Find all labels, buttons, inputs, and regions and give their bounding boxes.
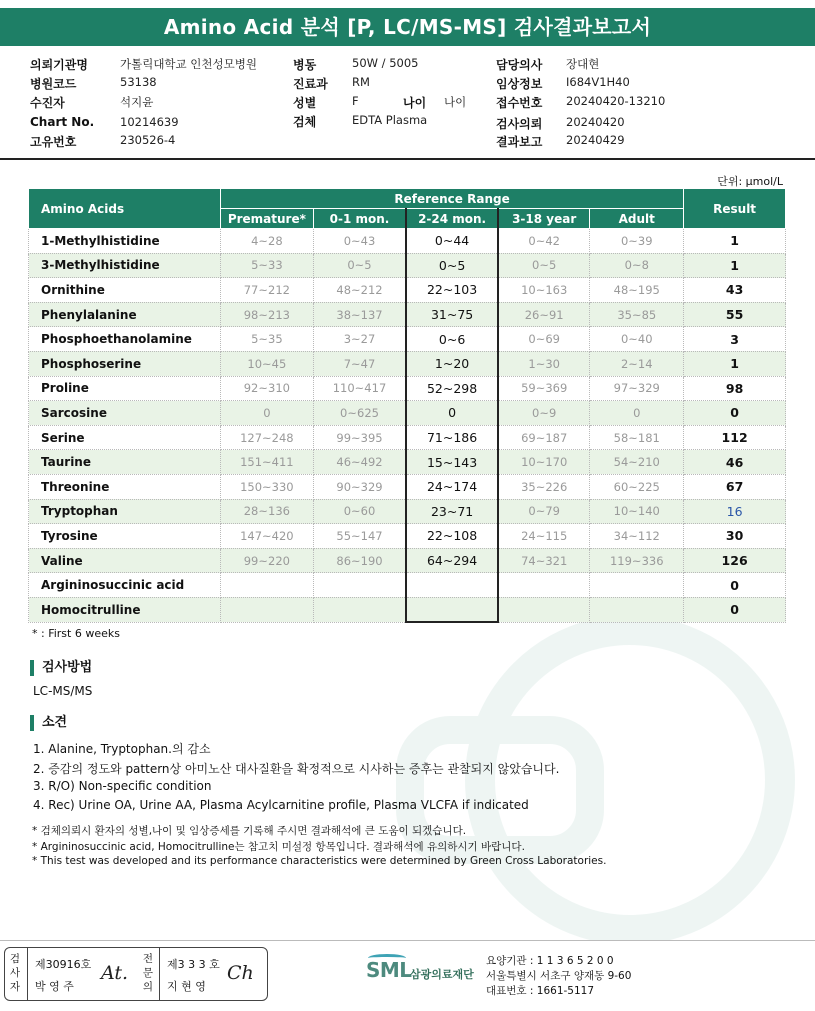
chart-no-label: Chart No.: [30, 115, 95, 129]
table-row: [29, 425, 786, 450]
amino-acid-name: Phenylalanine: [29, 302, 221, 327]
adult-range: 60~225: [590, 474, 684, 499]
range-2-24-mon: 23~71: [406, 499, 498, 524]
report-value: 20240429: [566, 133, 625, 147]
adult-range: 54~210: [590, 450, 684, 475]
premature-range: 99~220: [220, 548, 313, 573]
range-0-1-mon: 0~60: [313, 499, 406, 524]
range-3-18-year: 69~187: [498, 425, 590, 450]
result-value: 3: [684, 327, 786, 352]
doctor-label: 담당의사: [496, 58, 543, 72]
adult-range: 0~39: [590, 229, 684, 254]
amino-acid-table: [28, 188, 786, 623]
premature-range: 98~213: [220, 302, 313, 327]
range-3-18-year: 0~9: [498, 401, 590, 426]
table-row: [29, 327, 786, 352]
table-row: [29, 401, 786, 426]
range-3-18-year: 0~5: [498, 253, 590, 278]
table-footnote: * : First 6 weeks: [32, 627, 120, 640]
range-3-18-year: 0~42: [498, 229, 590, 254]
range-0-1-mon: 46~492: [313, 450, 406, 475]
table-row: [29, 351, 786, 376]
range-2-24-mon: 22~108: [406, 524, 498, 549]
examinee-value: 석지윤: [120, 95, 154, 109]
table-row: [29, 229, 786, 254]
table-row: [29, 302, 786, 327]
footer-divider: [0, 940, 815, 941]
range-0-1-mon: 0~5: [313, 253, 406, 278]
divider: [27, 948, 28, 1000]
range-3-18-year: 0~79: [498, 499, 590, 524]
result-value: 55: [684, 302, 786, 327]
premature-range: 28~136: [220, 499, 313, 524]
col-0-1-mon: 0-1 mon.: [313, 209, 406, 229]
result-value: 67: [684, 474, 786, 499]
adult-range: 48~195: [590, 278, 684, 303]
note-line: * This test was developed and its performance characteristics were determined by Green Cross Laboratories.: [32, 855, 607, 867]
lab-logo: [366, 954, 478, 992]
age-label: 나이: [403, 96, 427, 110]
col-adult: Adult: [590, 209, 684, 229]
adult-range: 58~181: [590, 425, 684, 450]
range-2-24-mon: 0: [406, 401, 498, 426]
hospital-code-label: 병원코드: [30, 77, 77, 91]
amino-acid-name: Tryptophan: [29, 499, 221, 524]
adult-range: [590, 597, 684, 622]
range-2-24-mon: [406, 573, 498, 598]
adult-range: 0~40: [590, 327, 684, 352]
result-value: 98: [684, 376, 786, 401]
premature-range: 10~45: [220, 351, 313, 376]
range-2-24-mon: 1~20: [406, 351, 498, 376]
premature-range: 5~33: [220, 253, 313, 278]
col-premature: Premature*: [220, 209, 313, 229]
range-0-1-mon: 7~47: [313, 351, 406, 376]
ward-value: 50W / 5005: [352, 56, 419, 70]
result-value: 30: [684, 524, 786, 549]
range-0-1-mon: 110~417: [313, 376, 406, 401]
adult-range: 97~329: [590, 376, 684, 401]
premature-range: 92~310: [220, 376, 313, 401]
ward-label: 병동: [293, 58, 317, 72]
amino-acid-name: Taurine: [29, 450, 221, 475]
premature-range: 5~35: [220, 327, 313, 352]
range-3-18-year: 74~321: [498, 548, 590, 573]
range-0-1-mon: 3~27: [313, 327, 406, 352]
amino-acid-name: 3-Methylhistidine: [29, 253, 221, 278]
specialist-label: 전문의: [142, 953, 154, 993]
receipt-label: 접수번호: [496, 96, 543, 110]
method-heading: 검사방법: [30, 660, 92, 676]
range-2-24-mon: 52~298: [406, 376, 498, 401]
table-row: [29, 548, 786, 573]
premature-range: [220, 573, 313, 598]
finding-item: 3. R/O) Non-specific condition: [33, 779, 212, 793]
table-row: [29, 253, 786, 278]
premature-range: 77~212: [220, 278, 313, 303]
range-0-1-mon: 86~190: [313, 548, 406, 573]
range-0-1-mon: 55~147: [313, 524, 406, 549]
hospital-value: 가톨릭대학교 인천성모병원: [120, 57, 257, 71]
range-2-24-mon: 24~174: [406, 474, 498, 499]
range-3-18-year: 10~170: [498, 450, 590, 475]
range-2-24-mon: [406, 597, 498, 622]
amino-acid-name: Ornithine: [29, 278, 221, 303]
result-value: 1: [684, 351, 786, 376]
adult-range: 34~112: [590, 524, 684, 549]
adult-range: 0~8: [590, 253, 684, 278]
amino-acid-name: 1-Methylhistidine: [29, 229, 221, 254]
result-value: 0: [684, 573, 786, 598]
hospital-label: 의뢰기관명: [30, 58, 88, 72]
amino-acid-name: Sarcosine: [29, 401, 221, 426]
range-3-18-year: 10~163: [498, 278, 590, 303]
table-row: [29, 573, 786, 598]
lab-org-name: 삼광의료재단: [410, 968, 474, 981]
premature-range: 127~248: [220, 425, 313, 450]
range-0-1-mon: 99~395: [313, 425, 406, 450]
range-3-18-year: 1~30: [498, 351, 590, 376]
amino-acid-name: Proline: [29, 376, 221, 401]
range-0-1-mon: 0~625: [313, 401, 406, 426]
range-0-1-mon: 38~137: [313, 302, 406, 327]
note-line: * Argininosuccinic acid, Homocitrulline는 참고치 미설정 항목입니다. 결과해석에 유의하시기 바랍니다.: [32, 841, 525, 853]
logo-text: SML: [366, 958, 412, 982]
finding-item: 2. 증감의 정도와 pattern상 아미노산 대사질환을 확정적으로 시사하는 증후는 관찰되지 않았습니다.: [33, 762, 560, 776]
range-3-18-year: [498, 573, 590, 598]
premature-range: [220, 597, 313, 622]
result-value: 112: [684, 425, 786, 450]
table-row: [29, 597, 786, 622]
clinical-label: 임상정보: [496, 77, 543, 91]
amino-acid-name: Argininosuccinic acid: [29, 573, 221, 598]
lab-info: [486, 954, 631, 999]
adult-range: 10~140: [590, 499, 684, 524]
department-value: RM: [352, 75, 370, 89]
range-2-24-mon: 0~5: [406, 253, 498, 278]
range-3-18-year: 24~115: [498, 524, 590, 549]
note-line: * 검체의뢰시 환자의 성별,나이 및 임상증세를 기록해 주시면 결과해석에 큰 도움이 되겠습니다.: [32, 825, 467, 837]
table-row: [29, 499, 786, 524]
range-3-18-year: 26~91: [498, 302, 590, 327]
result-value: 0: [684, 597, 786, 622]
range-0-1-mon: 90~329: [313, 474, 406, 499]
range-2-24-mon: 71~186: [406, 425, 498, 450]
finding-item: 4. Rec) Urine OA, Urine AA, Plasma Acylcarnitine profile, Plasma VLCFA if indicated: [33, 798, 529, 812]
table-row: [29, 278, 786, 303]
lab-address: 서울특별시 서초구 양재동 9-60: [486, 970, 632, 982]
finding-item: 1. Alanine, Tryptophan.의 감소: [33, 742, 211, 756]
range-3-18-year: 0~69: [498, 327, 590, 352]
request-label: 검사의뢰: [496, 117, 543, 131]
range-0-1-mon: [313, 597, 406, 622]
chart-no-value: 10214639: [120, 115, 179, 129]
hospital-code-value: 53138: [120, 75, 157, 89]
adult-range: 2~14: [590, 351, 684, 376]
table-row: [29, 376, 786, 401]
clinical-value: I684V1H40: [566, 75, 630, 89]
specialist-no: 제3 3 3 호: [167, 958, 220, 971]
request-value: 20240420: [566, 115, 625, 129]
result-value: 43: [684, 278, 786, 303]
signature-box: [4, 947, 268, 1001]
sex-value: F: [352, 94, 359, 108]
result-value: 16: [684, 499, 786, 524]
range-2-24-mon: 22~103: [406, 278, 498, 303]
sex-label: 성별: [293, 96, 317, 110]
specimen-value: EDTA Plasma: [352, 113, 428, 127]
range-0-1-mon: 0~43: [313, 229, 406, 254]
range-3-18-year: [498, 597, 590, 622]
examinee-label: 수진자: [30, 96, 65, 110]
examiner-signature: At.: [101, 962, 129, 984]
range-0-1-mon: 48~212: [313, 278, 406, 303]
specimen-label: 검체: [293, 115, 317, 129]
receipt-value: 20240420-13210: [566, 94, 666, 108]
range-0-1-mon: [313, 573, 406, 598]
adult-range: 119~336: [590, 548, 684, 573]
table-row: [29, 474, 786, 499]
amino-acid-name: Valine: [29, 548, 221, 573]
col-reference-range: Reference Range: [220, 189, 683, 209]
lab-code: 요양기관 : 1 1 3 6 5 2 0 0: [486, 955, 614, 967]
result-value: 126: [684, 548, 786, 573]
col-3-18-year: 3-18 year: [498, 209, 590, 229]
examiner-no: 제30916호: [35, 958, 92, 971]
col-2-24-mon: 2-24 mon.: [406, 209, 498, 229]
unique-no-label: 고유번호: [30, 135, 77, 149]
report-label: 결과보고: [496, 135, 543, 149]
amino-acid-name: Phosphoserine: [29, 351, 221, 376]
amino-acid-name: Homocitrulline: [29, 597, 221, 622]
examiner-label: 검사자: [9, 953, 21, 993]
range-3-18-year: 35~226: [498, 474, 590, 499]
unit-label: 단위: μmol/L: [717, 175, 783, 188]
lab-phone: 대표번호 : 1661-5117: [486, 985, 595, 997]
premature-range: 0: [220, 401, 313, 426]
amino-acid-name: Tyrosine: [29, 524, 221, 549]
premature-range: 150~330: [220, 474, 313, 499]
specialist-name: 지 현 영: [167, 980, 206, 993]
method-text: LC-MS/MS: [33, 684, 93, 698]
premature-range: 151~411: [220, 450, 313, 475]
amino-acid-name: Serine: [29, 425, 221, 450]
range-2-24-mon: 0~44: [406, 229, 498, 254]
col-result: Result: [684, 189, 786, 229]
adult-range: [590, 573, 684, 598]
result-value: 1: [684, 229, 786, 254]
amino-acid-name: Threonine: [29, 474, 221, 499]
patient-info: [30, 56, 790, 152]
table-row: [29, 450, 786, 475]
amino-acid-name: Phosphoethanolamine: [29, 327, 221, 352]
range-2-24-mon: 31~75: [406, 302, 498, 327]
department-label: 진료과: [293, 77, 328, 91]
result-value: 1: [684, 253, 786, 278]
result-value: 0: [684, 401, 786, 426]
adult-range: 0: [590, 401, 684, 426]
range-2-24-mon: 64~294: [406, 548, 498, 573]
age-value: 나이: [444, 95, 467, 109]
premature-range: 147~420: [220, 524, 313, 549]
header-divider: [0, 158, 815, 160]
adult-range: 35~85: [590, 302, 684, 327]
premature-range: 4~28: [220, 229, 313, 254]
range-3-18-year: 59~369: [498, 376, 590, 401]
col-amino-acids: Amino Acids: [29, 189, 221, 229]
unique-no-value: 230526-4: [120, 133, 176, 147]
specialist-signature: Ch: [227, 962, 254, 984]
report-title: Amino Acid 분석 [P, LC/MS-MS] 검사결과보고서: [0, 8, 815, 46]
examiner-name: 박 영 주: [35, 980, 74, 993]
divider: [159, 948, 160, 1000]
range-2-24-mon: 15~143: [406, 450, 498, 475]
doctor-value: 장대현: [566, 57, 600, 71]
range-2-24-mon: 0~6: [406, 327, 498, 352]
result-value: 46: [684, 450, 786, 475]
findings-heading: 소견: [30, 715, 67, 731]
table-row: [29, 524, 786, 549]
